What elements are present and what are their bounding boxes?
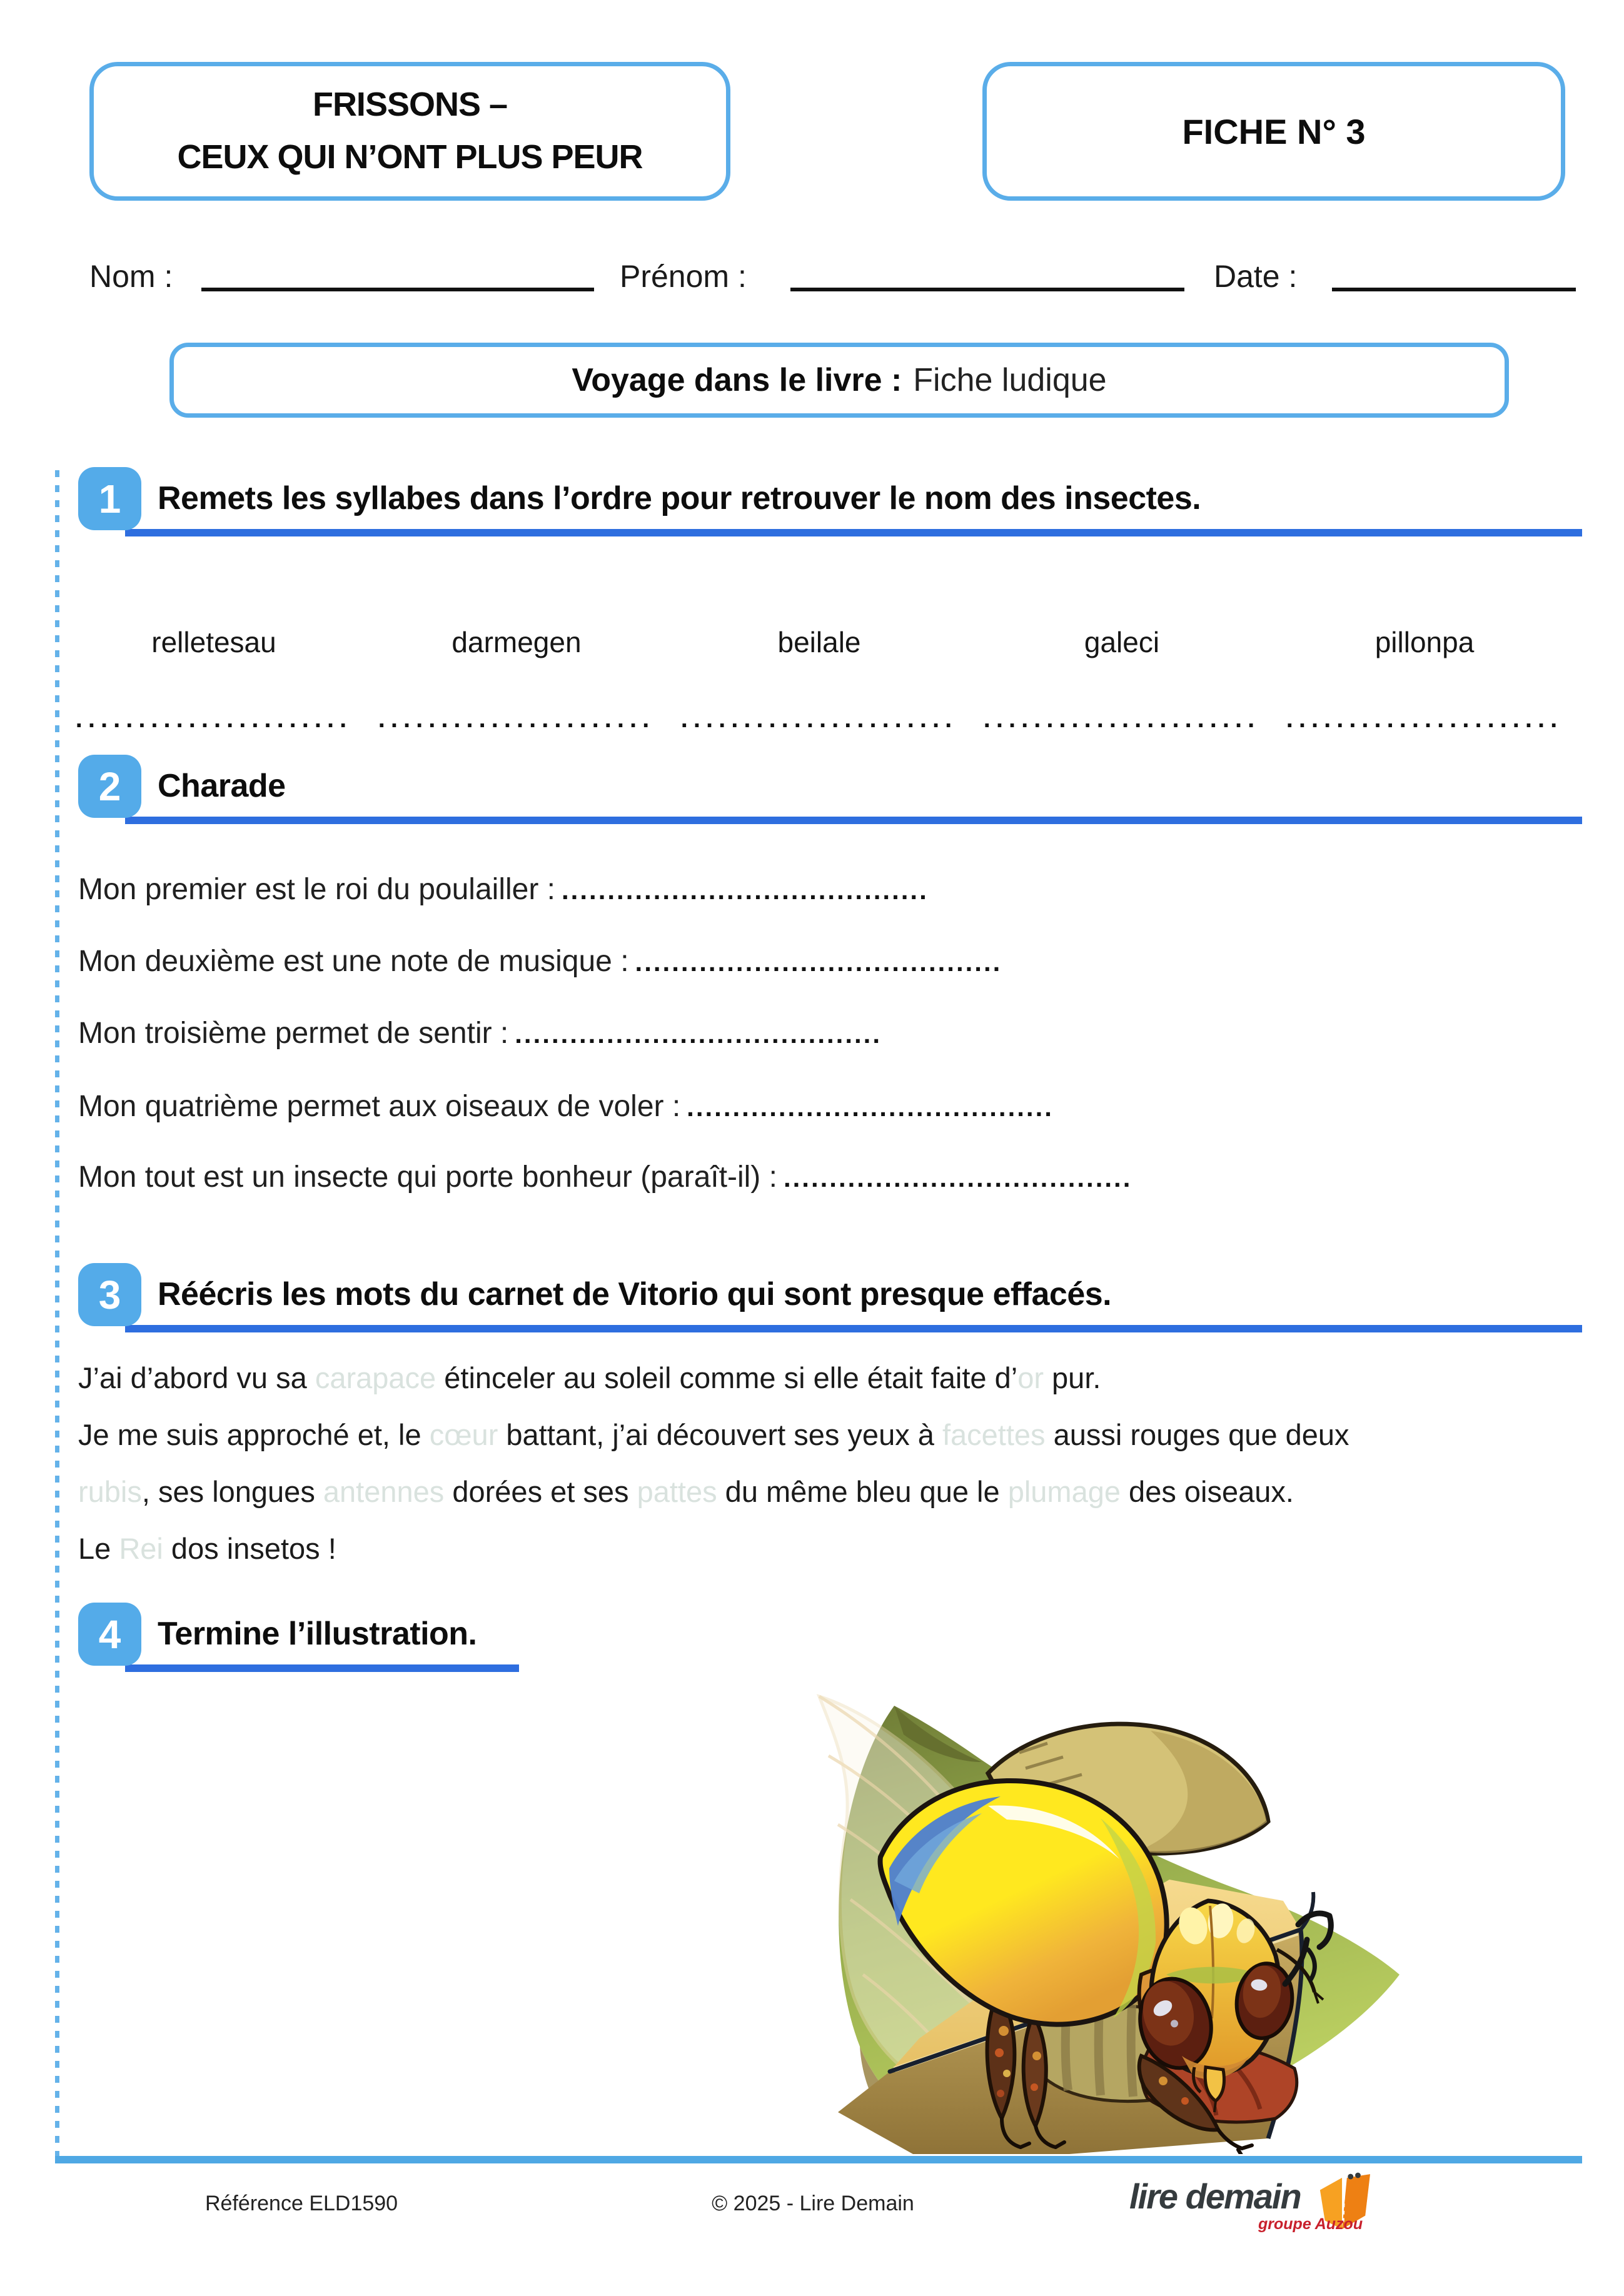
text-segment: aussi rouges que deux <box>1045 1418 1349 1451</box>
syllables-row <box>63 625 1576 659</box>
text-segment: étinceler au soleil comme si elle était faite d’ <box>436 1361 1018 1394</box>
section-1-title: Remets les syllabes dans l’ordre pour retrouver le nom des insectes. <box>158 480 1201 516</box>
charade-label: Mon deuxième est une note de musique : <box>78 945 629 978</box>
section-4-badge: 4 <box>78 1603 141 1666</box>
subtitle-normal: Fiche ludique <box>913 362 1107 398</box>
text-segment: pur. <box>1043 1361 1101 1394</box>
margin-dashed-line <box>55 470 59 2157</box>
publisher-logo-text: lire demain <box>1129 2177 1301 2216</box>
book-title-line1: FRISSONS – <box>312 86 508 124</box>
syllables-answer-row <box>63 705 1576 733</box>
date-label: Date : <box>1214 259 1298 294</box>
syllable: pillonpa <box>1374 626 1475 658</box>
book-title-box <box>89 62 730 201</box>
charade-line <box>78 1016 882 1054</box>
worn-text-paragraph <box>78 1349 1579 1577</box>
text-segment: battant, j’ai découvert ses yeux à <box>498 1418 942 1451</box>
nom-label: Nom : <box>89 259 173 294</box>
section-3-badge: 3 <box>78 1263 141 1326</box>
charade-line <box>78 1160 1132 1197</box>
text-segment: , ses longues <box>141 1475 323 1508</box>
charade-label: Mon quatrième permet aux oiseaux de voler : <box>78 1090 681 1123</box>
worn-text-line <box>78 1349 1579 1406</box>
faded-word: Rei <box>119 1532 163 1565</box>
answer-dots: ........................................ <box>687 1092 1054 1122</box>
fiche-number-box <box>982 62 1565 201</box>
worn-text-line <box>78 1520 1579 1577</box>
publisher-group-label: groupe Auzou <box>1258 2215 1363 2233</box>
worn-text-line <box>78 1406 1579 1463</box>
text-segment: dorées et ses <box>444 1475 637 1508</box>
answer-dots: ...................... <box>75 705 353 733</box>
faded-word: or <box>1017 1361 1044 1394</box>
charade-line <box>78 1089 1054 1127</box>
fiche-number-label: FICHE N° 3 <box>1182 111 1366 151</box>
answer-dots: ...................... <box>983 705 1261 733</box>
syllable: galeci <box>1084 626 1160 658</box>
worksheet-subtitle-box <box>169 343 1509 418</box>
section-3-title: Réécris les mots du carnet de Vitorio qui sont presque effacés. <box>158 1276 1112 1312</box>
charade-label: Mon premier est le roi du poulailler : <box>78 873 556 906</box>
section-4-title: Termine l’illustration. <box>158 1616 477 1652</box>
charade-label: Mon troisième permet de sentir : <box>78 1017 509 1050</box>
prenom-answer-line <box>790 288 1184 291</box>
answer-dots: ...................... <box>680 705 958 733</box>
insect-illustration <box>800 1681 1407 2154</box>
section-1-badge: 1 <box>78 467 141 530</box>
charade-line <box>78 944 1002 982</box>
footer-rule <box>55 2156 1582 2163</box>
text-segment: des oiseaux. <box>1121 1475 1294 1508</box>
faded-word: cœur <box>429 1418 498 1451</box>
date-answer-line <box>1332 288 1576 291</box>
prenom-label: Prénom : <box>620 259 747 294</box>
answer-dots: ...................... <box>1286 705 1563 733</box>
answer-dots: ...................... <box>378 705 655 733</box>
syllable: relletesau <box>151 626 276 658</box>
text-segment: du même bleu que le <box>717 1475 1008 1508</box>
text-segment: Je me suis approché et, le <box>78 1418 430 1451</box>
faded-word: pattes <box>637 1475 717 1508</box>
answer-dots: ........................................ <box>562 875 929 905</box>
footer-reference: Référence ELD1590 <box>205 2192 398 2215</box>
faded-word: carapace <box>315 1361 436 1394</box>
footer-copyright: © 2025 - Lire Demain <box>712 2192 914 2215</box>
book-title-line2: CEUX QUI N’ONT PLUS PEUR <box>177 138 643 176</box>
faded-word: plumage <box>1007 1475 1121 1508</box>
subtitle-bold: Voyage dans le livre : <box>572 362 902 398</box>
faded-word: antennes <box>323 1475 445 1508</box>
charade-line <box>78 872 929 910</box>
answer-dots: ........................................ <box>515 1019 882 1049</box>
worn-text-line <box>78 1463 1579 1520</box>
section-2-title: Charade <box>158 768 286 804</box>
section-2-rule <box>125 817 1582 824</box>
nom-answer-line <box>201 288 594 291</box>
faded-word: facettes <box>942 1418 1046 1451</box>
syllable: darmegen <box>451 626 582 658</box>
faded-word: rubis <box>78 1475 142 1508</box>
text-segment: Le <box>78 1532 119 1565</box>
charade-label: Mon tout est un insecte qui porte bonheur (paraît-il) : <box>78 1161 777 1194</box>
section-2-badge: 2 <box>78 755 141 818</box>
text-segment: dos insetos ! <box>163 1532 336 1565</box>
syllable: beilale <box>777 626 861 658</box>
text-segment: J’ai d’abord vu sa <box>78 1361 315 1394</box>
answer-dots: ........................................ <box>635 947 1002 977</box>
answer-dots: ...................................... <box>783 1163 1132 1192</box>
